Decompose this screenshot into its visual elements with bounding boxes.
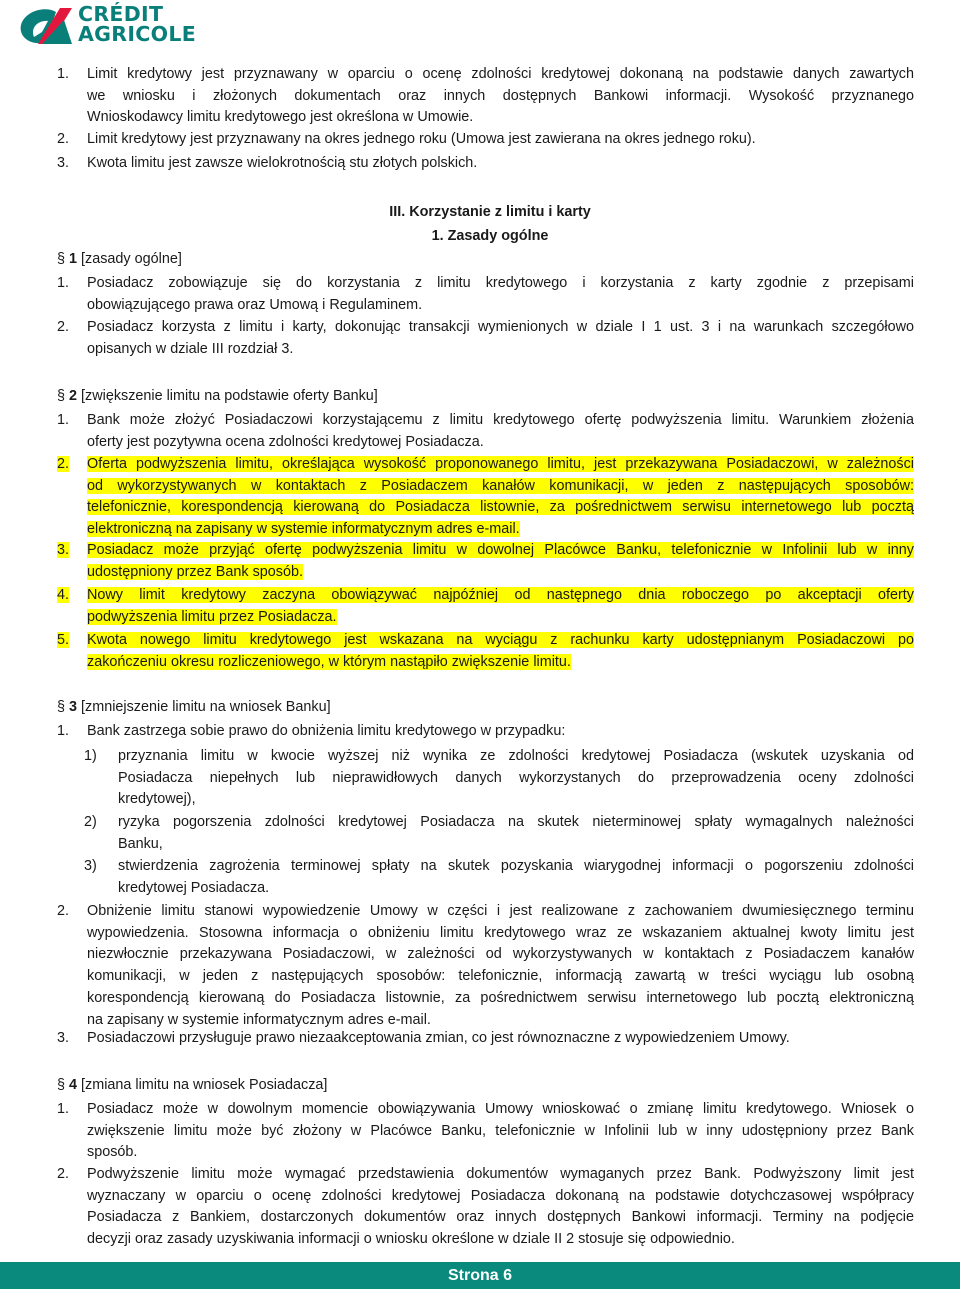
list-number: 1. xyxy=(57,723,70,739)
list-item-text: Kwota limitu jest zawsze wielokrotnością stu złotych polskich. xyxy=(87,155,478,171)
list-item-text: Limit kredytowy jest przyznawany w oparciu o ocenę zdolności kredytowej dokonaną na podstawie danych zawartych we wniosku i złożonych dokumentach oraz innych dostępnych Bankowi informacji. Wysokość przyznanego Wnioskodawcy limitu kredytowego jest określona w Umowie. xyxy=(87,66,914,126)
paragraph-heading: § 4 [zmiana limitu na wniosek Posiadacza] xyxy=(57,1077,328,1093)
page-footer xyxy=(0,1262,960,1289)
sublist-item-text: przyznania limitu w kwocie wyższej niż wynika ze zdolności kredytowej Posiadacza (wskutek uzyskania od Posiadacza niepełnych lub nieprawidłowych danych wykorzystanych do przeprowadzenia oceny zdolności kredytowej), xyxy=(118,748,914,808)
brand-line-2: AGRICOLE xyxy=(78,22,197,46)
sublist-number: 1) xyxy=(84,748,97,764)
list-number: 5. xyxy=(57,632,70,648)
section-sign: § xyxy=(57,251,66,267)
list-number: 3. xyxy=(57,155,70,171)
list-number: 4. xyxy=(57,587,70,603)
list-item-text: Posiadacz może przyjąć ofertę podwyższenia limitu w dowolnej Placówce Banku, telefonicznie w Infolinii lub w inny udostępniony przez Bank sposób. xyxy=(87,542,914,580)
list-number: 2. xyxy=(57,456,70,472)
paragraph-heading: § 2 [zwiększenie limitu na podstawie oferty Banku] xyxy=(57,388,378,404)
list-number: 2. xyxy=(57,131,70,147)
page-number: Strona 6 xyxy=(447,1267,512,1284)
brand-line-1: CRÉDIT xyxy=(78,2,164,26)
brand-name xyxy=(78,4,196,44)
list-item-text: Nowy limit kredytowy zaczyna obowiązywać najpóźniej od następnego dnia roboczego po akceptacji oferty podwyższenia limitu przez Posiadacza. xyxy=(87,587,914,625)
list-item-text: Oferta podwyższenia limitu, określająca wysokość proponowanego limitu, jest przekazywana Posiadaczowi, w zależności od wykorzystywanych w kontaktach z Posiadaczem kanałów komunikacji, w jeden z następujących sposobów: telefonicznie, korespondencją kierowaną do Posiadacza listownie, za pośrednictwem serwisu internetowego lub pocztą elektroniczną na zapisany w systemie informatycznym adres e-mail. xyxy=(87,456,914,538)
section-sign: § xyxy=(57,1077,66,1093)
list-item-text: Bank zastrzega sobie prawo do obniżenia limitu kredytowego w przypadku: xyxy=(87,723,566,739)
list-item-text: Posiadacz może w dowolnym momencie obowiązywania Umowy wnioskować o zmianę limitu kredytowego. Wniosek o zwiększenie limitu może być złożony w Placówce Banku, telefonicznie w Infolinii lub w inny udostępniony przez Bank sposób. xyxy=(87,1101,914,1161)
list-number: 2. xyxy=(57,1166,70,1182)
section-sign: § xyxy=(57,388,66,404)
list-number: 3. xyxy=(57,542,70,558)
list-item-text: Podwyższenie limitu może wymagać przedstawienia dokumentów wymaganych przez Bank. Podwyższony limit jest wyznaczany w oparciu o ocenę zdolności kredytowej Posiadacza dokonaną na podstawie dotychczasowej współpracy Posiadacza z Bankiem, dostarczonych dokumentów oraz innych dostępnych Bankowi informacji. Terminy na podjęcie decyzji oraz zasady uzyskiwania informacji o wniosku określone w dziale II 2 stosuje się odpowiednio. xyxy=(87,1166,914,1248)
list-number: 2. xyxy=(57,903,70,919)
section-subtitle: 1. Zasady ogólne xyxy=(431,228,549,244)
list-number: 1. xyxy=(57,275,70,291)
list-item-text: Obniżenie limitu stanowi wypowiedzenie Umowy w części i jest realizowane z zachowaniem dwumiesięcznego terminu wypowiedzenia. Stosowna informacja o obniżeniu limitu kredytowego wraz ze wskazaniem aktualnej kwoty limitu jest niezwłocznie przekazywana Posiadaczowi, w zależności od wykorzystywanych w kontaktach z Posiadaczem kanałów komunikacji, w jeden z następujących sposobów: telefonicznie, informacją zawartą w treści wyciągu lub osobną korespondencją kierowaną do Posiadacza listownie, za pośrednictwem serwisu internetowego lub pocztą elektroniczną na zapisany w systemie informatycznym adres e-mail. xyxy=(87,903,914,1028)
sublist-item-text: stwierdzenia zagrożenia terminowej spłaty na skutek pozyskania wiarygodnej informacji o pogorszeniu zdolności kredytowej Posiadacza. xyxy=(118,858,914,896)
list-item-text: Posiadaczowi przysługuje prawo niezaakceptowania zmian, co jest równoznaczne z wypowiedzeniem Umowy. xyxy=(87,1030,790,1046)
paragraph-heading: § 1 [zasady ogólne] xyxy=(57,251,182,267)
list-number: 1. xyxy=(57,412,70,428)
section-title: III. Korzystanie z limitu i karty xyxy=(389,204,591,220)
sublist-number: 3) xyxy=(84,858,97,874)
list-number: 2. xyxy=(57,319,70,335)
sublist-item-text: ryzyka pogorszenia zdolności kredytowej Posiadacza na skutek nieterminowej spłaty wymagalnych należności Banku, xyxy=(118,814,914,852)
paragraph-heading: § 3 [zmniejszenie limitu na wniosek Banku] xyxy=(57,699,331,715)
list-item-text: Posiadacz korzysta z limitu i karty, dokonując transakcji wymienionych w dziale I 1 ust. 3 i na warunkach szczegółowo opisanych w dziale III rozdział 3. xyxy=(87,319,914,357)
section-sign: § xyxy=(57,699,66,715)
list-item-text: Bank może złożyć Posiadaczowi korzystającemu z limitu kredytowego ofertę podwyższenia limitu. Warunkiem złożenia oferty jest pozytywna ocena zdolności kredytowej Posiadacza. xyxy=(87,412,914,450)
list-item-text: Limit kredytowy jest przyznawany na okres jednego roku (Umowa jest zawierana na okres jednego roku). xyxy=(87,131,756,147)
list-item-text: Posiadacz zobowiązuje się do korzystania z limitu kredytowego i korzystania z karty zgodnie z przepisami obowiązującego prawa oraz Umową i Regulaminem. xyxy=(87,275,914,313)
sublist-number: 2) xyxy=(84,814,97,830)
brand-mark-icon xyxy=(16,6,74,46)
list-item-text: Kwota nowego limitu kredytowego jest wskazana na wyciągu z rachunku karty udostępnianym Posiadaczowi po zakończeniu okresu rozliczeniowego, w którym nastąpiło zwiększenie limitu. xyxy=(87,632,914,670)
list-number: 3. xyxy=(57,1030,70,1046)
list-number: 1. xyxy=(57,1101,70,1117)
list-number: 1. xyxy=(57,66,70,82)
credit-agricole-logo xyxy=(16,4,221,48)
